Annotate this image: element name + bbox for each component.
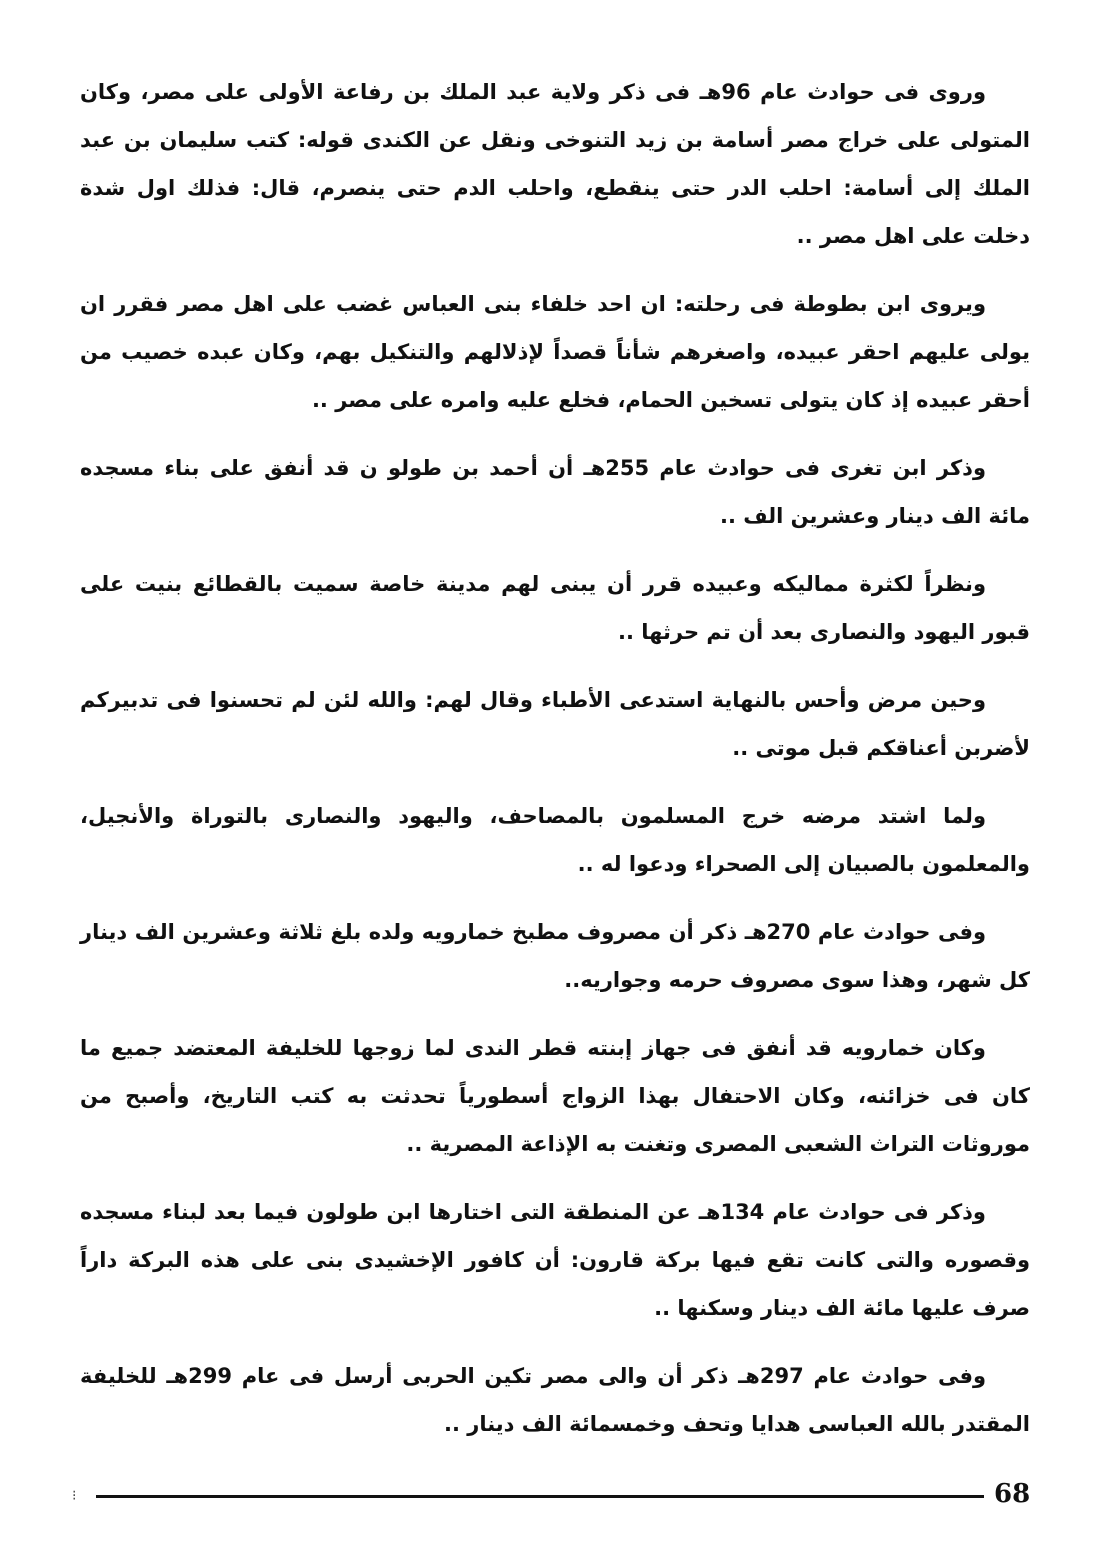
paragraph-9: وذكر فى حوادث عام 134هـ عن المنطقة التى اختارها ابن طولون فيما بعد لبناء مسجده وقصوره والتى كانت تقع فيها بركة قارون: أن كافور الإخشيدى بنى على هذه البركة داراً صرف عليها مائة الف دينار وسكنها .. <box>80 1200 1030 1320</box>
paragraph-2: ويروى ابن بطوطة فى رحلته: ان احد خلفاء بنى العباس غضب على اهل مصر فقرر ان يولى عليهم احقر عبيده، واصغرهم شأناً قصداً لإذلالهم والتنكيل بهم، وكان عبده خصيب من أحقر عبيده إذ كان يتولى تسخين الحمام، فخلع عليه وامره على مصر .. <box>80 292 1030 412</box>
page-edge-mark: ⁝ <box>72 1488 78 1504</box>
paragraph-8: وكان خمارويه قد أنفق فى جهاز إبنته قطر الندى لما زوجها للخليفة المعتضد جميع ما كان فى خزائنه، وكان الاحتفال بهذا الزواج أسطورياً تحدثت به كتب التاريخ، وأصبح من موروثات التراث الشعبى المصرى وتغنت به الإذاعة المصرية .. <box>80 1036 1030 1156</box>
paragraph-3: وذكر ابن تغرى فى حوادث عام 255هـ أن أحمد بن طولو ن قد أنفق على بناء مسجده مائة الف دينار وعشرين الف .. <box>80 456 1030 528</box>
paragraph-7: وفى حوادث عام 270هـ ذكر أن مصروف مطبخ خمارويه ولده بلغ ثلاثة وعشرين الف دينار كل شهر، وهذا سوى مصروف حرمه وجواريه.. <box>80 920 1030 992</box>
page-number: 68 <box>994 1479 1031 1509</box>
paragraph-4: ونظراً لكثرة مماليكه وعبيده قرر أن يبنى لهم مدينة خاصة سميت بالقطائع بنيت على قبور اليهود والنصارى بعد أن تم حرثها .. <box>80 572 1030 644</box>
paragraph-6: ولما اشتد مرضه خرج المسلمون بالمصاحف، واليهود والنصارى بالتوراة والأنجيل، والمعلمون بالصبيان إلى الصحراء ودعوا له .. <box>80 804 1030 876</box>
paragraph-5: وحين مرض وأحس بالنهاية استدعى الأطباء وقال لهم: والله لئن لم تحسنوا فى تدبيركم لأضربن أعناقكم قبل موتى .. <box>80 688 1030 760</box>
paragraph-1: وروى فى حوادث عام 96هـ فى ذكر ولاية عبد الملك بن رفاعة الأولى على مصر، وكان المتولى على خراج مصر أسامة بن زيد التنوخى ونقل عن الكندى قوله: كتب سليمان بن عبد الملك إلى أسامة: احلب الدر حتى ينقطع، واحلب الدم حتى ينصرم، قال: فذلك اول شدة دخلت على اهل مصر .. <box>80 80 1030 248</box>
footer-rule <box>96 1495 984 1498</box>
body-text <box>80 68 1030 1464</box>
paragraph-10: وفى حوادث عام 297هـ ذكر أن والى مصر تكين الحربى أرسل فى عام 299هـ للخليفة المقتدر بالله العباسى هدايا وتحف وخمسمائة الف دينار .. <box>80 1364 1030 1436</box>
